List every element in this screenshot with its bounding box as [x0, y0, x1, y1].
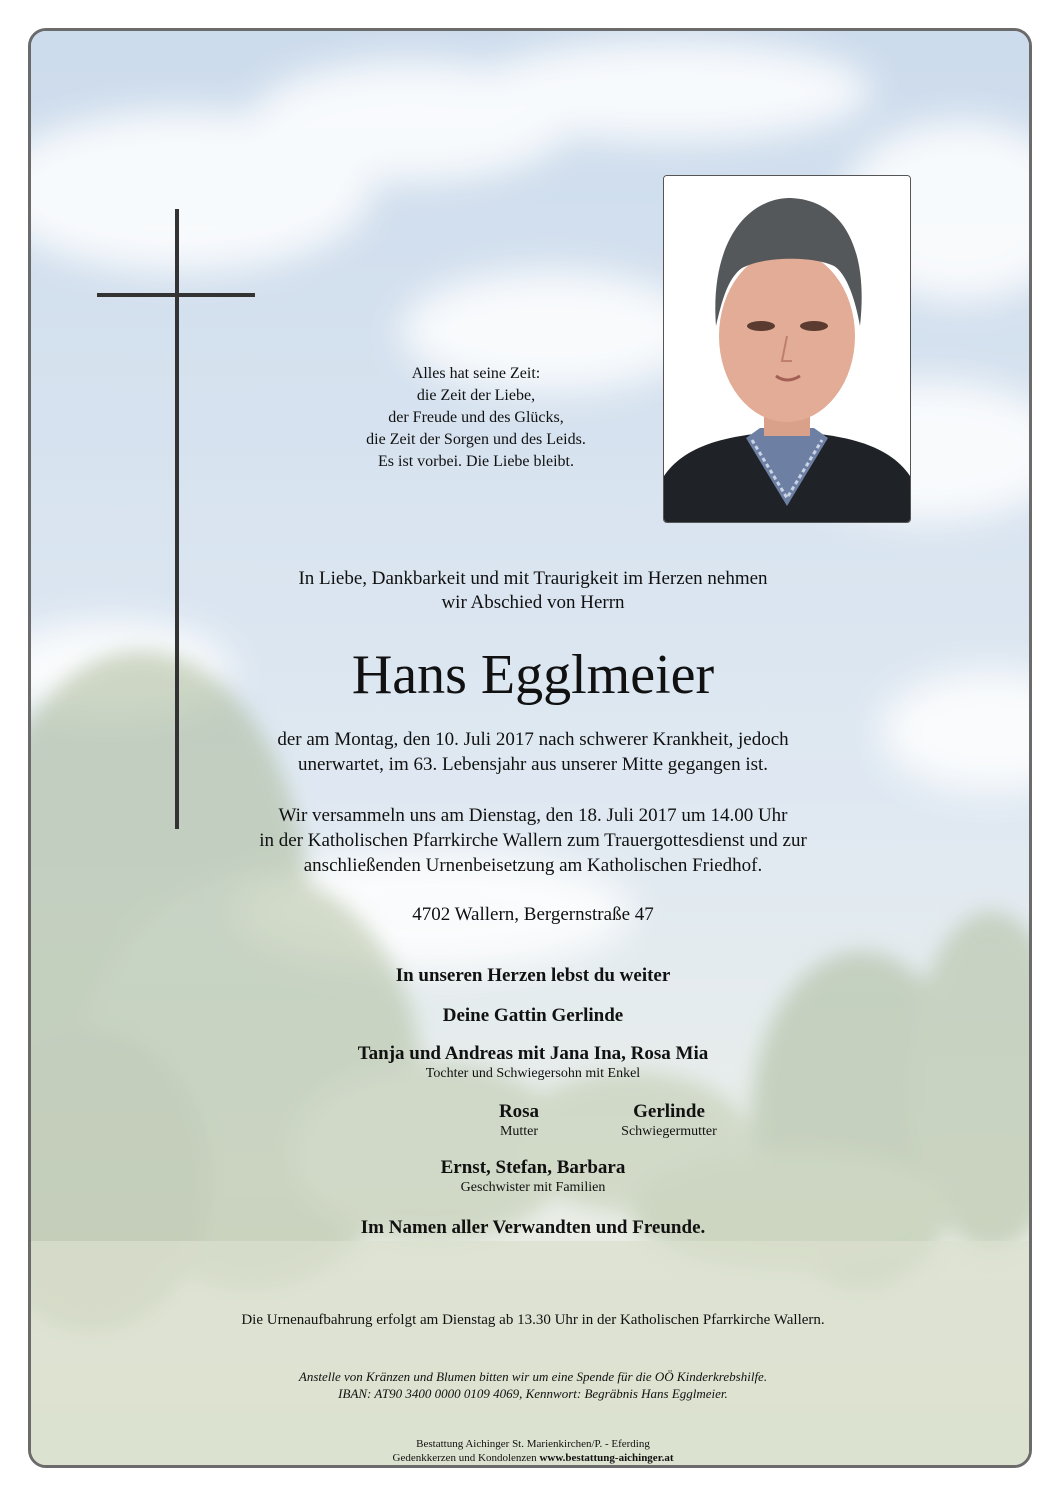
death-line: unerwartet, im 63. Lebensjahr aus unserer Mitte gegangen ist. — [297, 754, 769, 775]
footer-text: Gedenkkerzen und Kondolenzen — [392, 1452, 537, 1464]
mourner-mother-name: Rosa — [498, 1101, 540, 1122]
website-link[interactable]: www.bestattung-aichinger.at — [539, 1452, 674, 1464]
mourner-mother-in-law-name: Gerlinde — [633, 1101, 705, 1122]
closing-line: Im Namen aller Verwandten und Freunde. — [360, 1217, 706, 1238]
mourner-children-names: Tanja und Andreas mit Jana Ina, Rosa Mia — [357, 1043, 709, 1064]
service-notice — [31, 803, 1032, 878]
mourner-mother-in-law — [569, 1101, 769, 1140]
poem — [316, 363, 636, 473]
mourner-siblings-names: Ernst, Stefan, Barbara — [440, 1157, 626, 1178]
service-line: Wir versammeln uns am Dienstag, den 18. Juli 2017 um 14.00 Uhr — [278, 805, 788, 826]
mourner-children-note: Tochter und Schwiegersohn mit Enkel — [425, 1066, 641, 1081]
poem-line: die Zeit der Sorgen und des Leids. — [366, 431, 586, 448]
mourner-mother-note: Mutter — [499, 1124, 539, 1139]
mourner-siblings-note: Geschwister mit Familien — [460, 1180, 606, 1195]
intro-line: In Liebe, Dankbarkeit und mit Traurigkeit im Herzen nehmen — [298, 568, 768, 589]
footer-line-2 — [31, 1451, 1032, 1465]
footer — [31, 1437, 1032, 1465]
donation-notice — [31, 1368, 1032, 1402]
death-notice — [31, 727, 1032, 777]
portrait-image — [664, 176, 910, 522]
mourners-motto: In unseren Herzen lebst du weiter — [395, 965, 671, 986]
deceased-name: Hans Egglmeier — [351, 644, 715, 706]
portrait-photo — [663, 175, 911, 523]
footer-line: Bestattung Aichinger St. Marienkirchen/P. - Eferding — [416, 1438, 650, 1450]
poem-line: Alles hat seine Zeit: — [411, 365, 541, 382]
cross-icon-beam — [97, 293, 255, 297]
intro-text — [31, 567, 1032, 615]
obituary-card — [28, 28, 1032, 1468]
mourner-children — [31, 1043, 1032, 1082]
address: 4702 Wallern, Bergernstraße 47 — [412, 904, 654, 925]
service-line: anschließenden Urnenbeisetzung am Katholischen Friedhof. — [303, 855, 763, 876]
poem-line: Es ist vorbei. Die Liebe bleibt. — [378, 453, 574, 470]
intro-line: wir Abschied von Herrn — [441, 592, 625, 613]
mourner-spouse: Deine Gattin Gerlinde — [442, 1005, 624, 1026]
mourner-siblings — [31, 1157, 1032, 1196]
poem-line: der Freude und des Glücks, — [388, 409, 564, 426]
death-line: der am Montag, den 10. Juli 2017 nach schwerer Krankheit, jedoch — [277, 729, 789, 750]
mourner-mother-in-law-note: Schwiegermutter — [621, 1124, 717, 1139]
service-line: in der Katholischen Pfarrkirche Wallern zum Trauergottesdienst und zur — [259, 830, 807, 851]
donation-line: IBAN: AT90 3400 0000 0109 4069, Kennwort: Begräbnis Hans Egglmeier. — [338, 1386, 728, 1401]
poem-line: die Zeit der Liebe, — [416, 387, 536, 404]
donation-line: Anstelle von Kränzen und Blumen bitten wir um eine Spende für die OÖ Kinderkrebshilfe. — [298, 1369, 768, 1384]
urn-notice: Die Urnenaufbahrung erfolgt am Dienstag ab 13.30 Uhr in der Katholischen Pfarrkirche Wallern. — [241, 1312, 825, 1328]
